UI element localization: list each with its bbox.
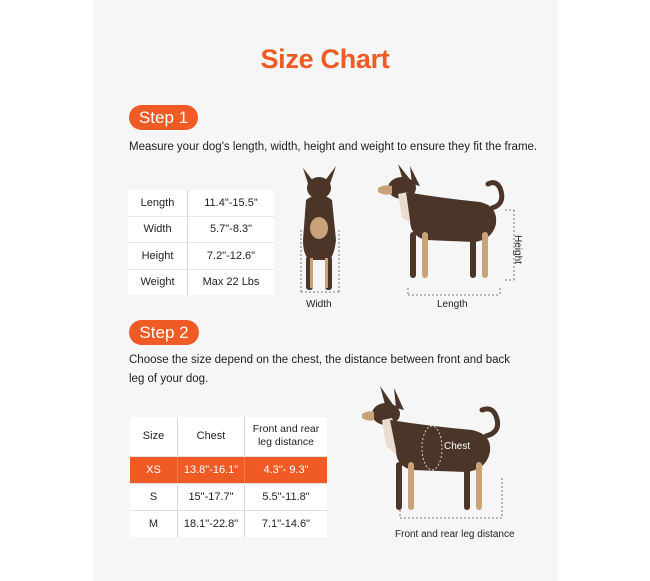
measure-value: 7.2"-12.6" <box>188 243 275 270</box>
measurement-table <box>128 190 274 295</box>
table-header-row <box>130 417 327 456</box>
leg-distance-caption: Front and rear leg distance <box>395 529 515 540</box>
size-cell: M <box>130 510 178 537</box>
table-row <box>128 243 274 270</box>
step2-description-line1: Choose the size depend on the chest, the distance between front and back <box>129 354 511 366</box>
table-row <box>130 483 327 510</box>
chest-cell: 18.1"-22.8" <box>178 510 245 537</box>
chest-cell: 13.8"-16.1" <box>178 456 245 483</box>
size-table <box>130 417 327 537</box>
dog-chest-view-illustration <box>360 380 520 525</box>
dog-rear-view-illustration <box>290 160 350 300</box>
table-row <box>130 510 327 537</box>
measure-value: 11.4"-15.5" <box>188 190 275 216</box>
width-caption: Width <box>306 299 332 310</box>
step1-badge: Step 1 <box>129 105 198 130</box>
leg-distance-header <box>245 417 328 456</box>
leg-distance-cell: 4.3"- 9.3" <box>245 456 328 483</box>
table-row-highlighted <box>130 456 327 483</box>
measure-name: Height <box>128 243 188 270</box>
size-cell: XS <box>130 456 178 483</box>
step2-badge: Step 2 <box>129 320 199 345</box>
measure-name: Weight <box>128 269 188 295</box>
leg-distance-cell: 7.1"-14.6" <box>261 517 311 530</box>
height-caption: Height <box>511 235 523 264</box>
measure-name: Width <box>128 216 188 243</box>
dog-side-view-illustration <box>370 158 530 303</box>
table-row <box>128 269 274 295</box>
chest-cell: 15"-17.7" <box>178 483 245 510</box>
leg-distance-cell: 5.5"-11.8" <box>245 483 328 510</box>
size-cell: S <box>130 483 178 510</box>
leg-distance-header-line1: Front and rear <box>252 423 320 436</box>
chest-caption: Chest <box>444 441 471 452</box>
length-caption: Length <box>437 299 468 310</box>
size-header: Size <box>130 417 178 456</box>
measure-value: Max 22 Lbs <box>202 276 260 289</box>
table-row <box>128 216 274 243</box>
step2-description-line2: leg of your dog. <box>129 373 209 385</box>
measure-value: 5.7"-8.3" <box>188 216 275 243</box>
chest-header: Chest <box>178 417 245 456</box>
leg-distance-header-line2: leg distance <box>257 436 315 449</box>
step1-description: Measure your dog's length, width, height and weight to ensure they fit the frame. <box>129 141 538 153</box>
page-title: Size Chart <box>260 44 390 74</box>
table-row <box>128 190 274 216</box>
measure-name: Length <box>128 190 188 216</box>
